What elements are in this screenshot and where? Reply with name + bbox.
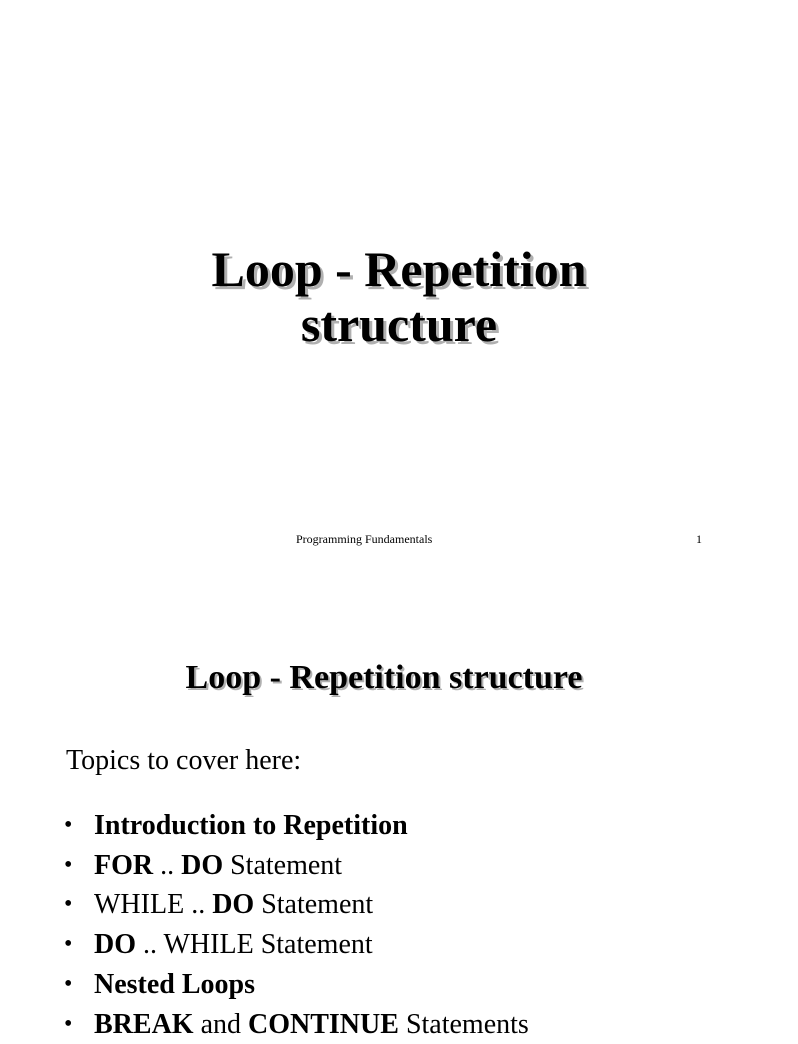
bullet-icon: • xyxy=(64,891,73,918)
list-item xyxy=(64,806,529,846)
slide-heading: Loop - Repetition structure xyxy=(185,659,583,696)
list-item xyxy=(64,1005,529,1044)
topic-list xyxy=(64,806,529,1044)
bullet-text-bold: DO xyxy=(94,929,136,961)
slide-title-line-1: Loop - Repetition xyxy=(211,241,587,297)
bullet-text-bold: Introduction to Repetition xyxy=(94,810,408,841)
bullet-text-bold-2: CONTINUE xyxy=(248,1008,399,1040)
bullet-text-normal: Statement xyxy=(254,889,374,921)
bullet-text-separator: .. xyxy=(184,889,213,921)
slide-title xyxy=(0,242,798,352)
bullet-text-normal: Statement xyxy=(253,929,373,961)
bullet-text-start: WHILE xyxy=(94,889,185,921)
slide-title-line-2: structure xyxy=(300,296,498,352)
bullet-text-bold: Nested Loops xyxy=(94,968,256,1000)
bullet-icon: • xyxy=(64,812,73,838)
bullet-text-bold: BREAK xyxy=(94,1008,194,1040)
list-item xyxy=(64,925,529,965)
list-item xyxy=(64,965,529,1005)
slide-2 xyxy=(0,576,768,1040)
bullet-text-bold-2: DO xyxy=(212,889,255,921)
bullet-text-bold: FOR xyxy=(94,849,154,881)
bullet-text-normal: Statements xyxy=(398,1008,529,1040)
bullet-icon: • xyxy=(64,851,73,878)
intro-text: Topics to cover here: xyxy=(66,745,302,776)
list-item xyxy=(64,846,529,886)
page-number: 1 xyxy=(696,532,702,546)
bullet-icon: • xyxy=(64,931,73,958)
bullet-text-start-2: WHILE xyxy=(163,929,254,961)
bullet-text-bold-2: DO xyxy=(181,849,224,881)
bullet-text-separator: .. xyxy=(136,929,164,961)
bullet-text-normal: Statement xyxy=(223,849,343,881)
bullet-icon: • xyxy=(64,1010,73,1037)
bullet-text-separator: .. xyxy=(153,849,182,881)
list-item xyxy=(64,885,529,925)
bullet-text-separator: and xyxy=(193,1008,249,1040)
bullet-icon: • xyxy=(64,970,73,997)
slide-footer: Programming Fundamentals xyxy=(296,532,433,546)
